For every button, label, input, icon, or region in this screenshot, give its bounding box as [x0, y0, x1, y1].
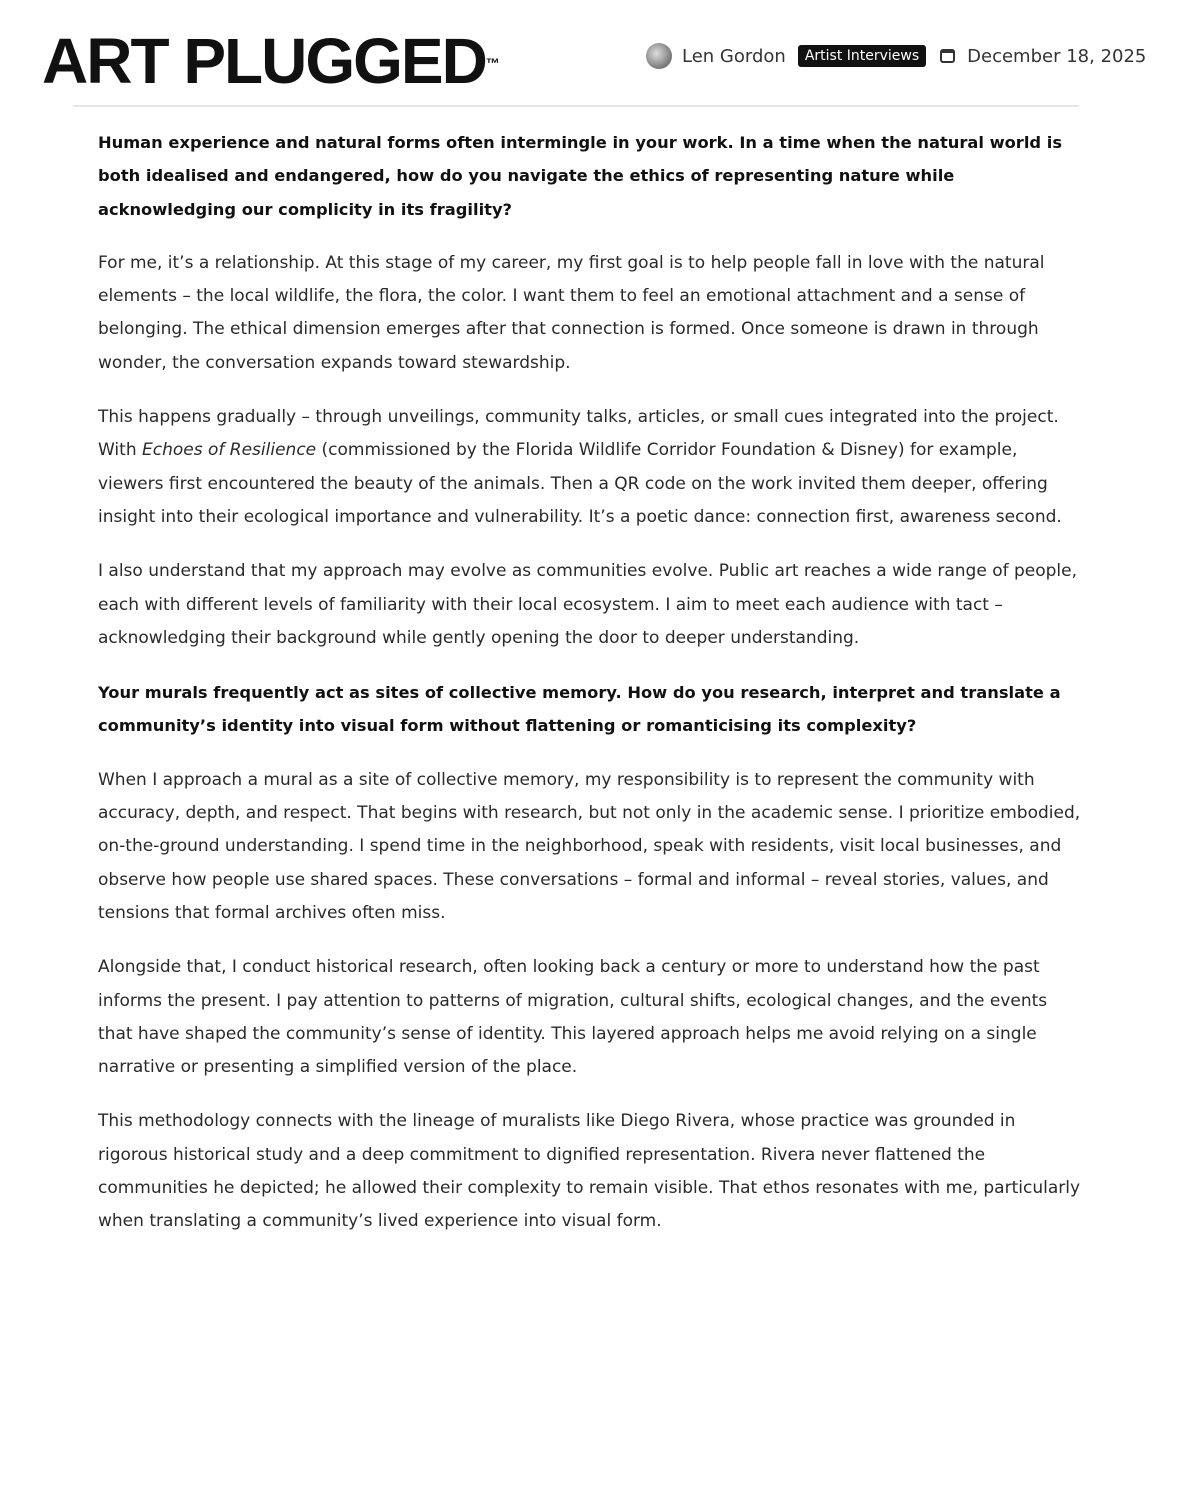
answer-1-paragraph-3: I also understand that my approach may evolve as communities evolve. Public art reaches a wide range of people, each with different levels of familiarity with their local ecosystem. I aim to meet each audience with tact – acknowledging their background while gently opening the door to deeper understanding.	[98, 561, 1078, 648]
artwork-title: Echoes of Resilience	[142, 440, 317, 461]
question-1: Human experience and natural forms often intermingle in your work. In a time when the natural world is both idealised and endangered, how do you navigate the ethics of representing nature while acknowledging our complicity in its fragility?	[98, 133, 1063, 219]
question-2: Your murals frequently act as sites of collective memory. How do you research, interpret and translate a community’s identity into visual form without flattening or romanticising its complexity?	[98, 683, 1061, 736]
logo-text: ART PLUGGED	[42, 25, 486, 97]
text: (commissioned by the Florida Wildlife Corridor Foundation & Disney) for example, viewers first encountered the beauty of the animals. Then a QR code on the work invited them deeper, offering insight into their ecological importance and vulnerability. It’s a poetic dance: connection first, awareness second.	[98, 440, 1062, 527]
author-name[interactable]: Len Gordon	[682, 45, 786, 67]
author-avatar[interactable]	[646, 43, 672, 69]
answer-1-paragraph-1: For me, it’s a relationship. At this stage of my career, my first goal is to help people fall in love with the natural elements – the local wildlife, the flora, the color. I want them to feel an emotional attachment and a sense of belonging. The ethical dimension emerges after that connection is formed. Once someone is drawn in through wonder, the conversation expands toward stewardship.	[98, 252, 1045, 373]
trademark: ™	[485, 55, 500, 71]
site-logo[interactable]	[42, 26, 500, 96]
article-body	[98, 126, 1083, 1260]
answer-2-paragraph-3: This methodology connects with the lineage of muralists like Diego Rivera, whose practice was grounded in rigorous historical study and a deep commitment to dignified representation. Rivera never flattened the communities he depicted; he allowed their complexity to remain visible. That ethos resonates with me, particularly when translating a community’s lived experience into visual form.	[98, 1111, 1081, 1232]
answer-2-paragraph-2: Alongside that, I conduct historical research, often looking back a century or more to understand how the past informs the present. I pay attention to patterns of migration, cultural shifts, ecological changes, and the events that have shaped the community’s sense of identity. This layered approach helps me avoid relying on a single narrative or presenting a simplified version of the place.	[98, 957, 1048, 1078]
answer-2-paragraph-1: When I approach a mural as a site of collective memory, my responsibility is to represent the community with accuracy, depth, and respect. That begins with research, but not only in the academic sense. I prioritize embodied, on-the-ground understanding. I spend time in the neighborhood, speak with residents, visit local businesses, and observe how people use shared spaces. These conversations – formal and informal – reveal stories, values, and tensions that formal archives often miss.	[98, 769, 1081, 923]
calendar-icon	[940, 49, 955, 63]
article-meta	[646, 42, 1146, 70]
text: This happens gradually – through unveilings, community talks, articles, or small cues integrated into the project. With	[98, 407, 1059, 461]
publish-date: December 18, 2025	[967, 45, 1147, 67]
answer-1-paragraph-2	[98, 401, 1083, 534]
category-badge[interactable]: Artist Interviews	[798, 45, 926, 67]
header-divider	[73, 105, 1079, 107]
